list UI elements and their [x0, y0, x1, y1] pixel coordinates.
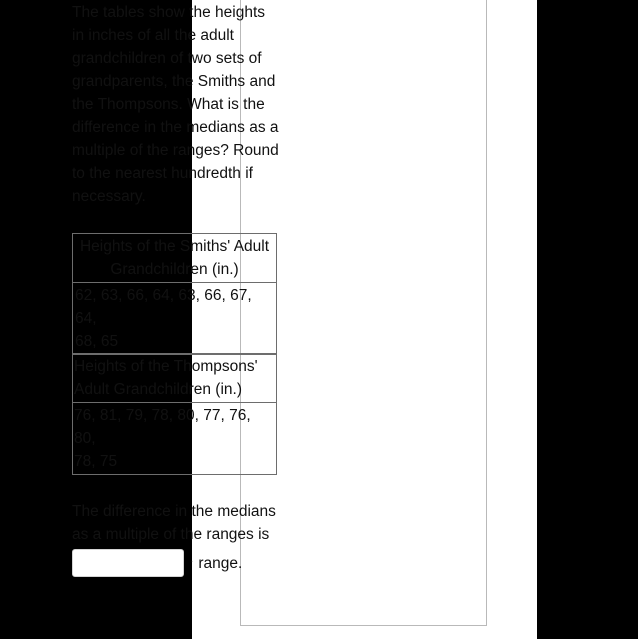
header-line: Adult Grandchildren (in.) [74, 381, 242, 398]
question-line: difference in the medians as a [72, 119, 279, 136]
thompsons-heights-table [72, 353, 277, 475]
thompsons-table-header [73, 354, 277, 403]
question-line: the Thompsons. What is the [72, 96, 265, 113]
question-line: multiple of the ranges? Round [72, 142, 279, 159]
table-row [73, 403, 277, 475]
values-line: 78, 75 [74, 453, 118, 470]
smiths-table-values [73, 283, 277, 355]
question-line: The tables show the heights [72, 4, 266, 21]
values-line: 62, 63, 66, 64, 63, 66, 67, 64, [75, 287, 252, 327]
values-line: 76, 81, 79, 78, 80, 77, 76, 80, [74, 407, 251, 447]
question-line: in inches of all the adult [72, 27, 234, 44]
question-line: grandparents, the Smiths and [72, 73, 276, 90]
table-header-row [73, 354, 277, 403]
answer-prompt [72, 500, 284, 546]
smiths-heights-table [72, 233, 277, 355]
table-row [73, 283, 277, 355]
table-header-row [73, 234, 277, 283]
header-line: Heights of the Smiths' Adult [79, 238, 270, 255]
question-text [72, 1, 284, 208]
thompsons-table-values [73, 403, 277, 475]
question-line: necessary. [72, 188, 146, 205]
answer-line: as a multiple of the ranges is [72, 526, 270, 543]
question-line: to the nearest hundredth if [72, 165, 253, 182]
multiply-dot: · [190, 556, 194, 567]
answer-suffix: range. [198, 554, 243, 572]
answer-row [72, 547, 242, 579]
header-line: Heights of the Thompsons' [74, 358, 258, 375]
answer-input[interactable] [72, 549, 184, 577]
header-line: Grandchildren (in.) [110, 261, 239, 278]
values-line: 68, 65 [75, 333, 119, 350]
question-line: grandchildren of two sets of [72, 50, 262, 67]
smiths-table-header [73, 234, 277, 283]
answer-line: The difference in the medians [72, 503, 276, 520]
